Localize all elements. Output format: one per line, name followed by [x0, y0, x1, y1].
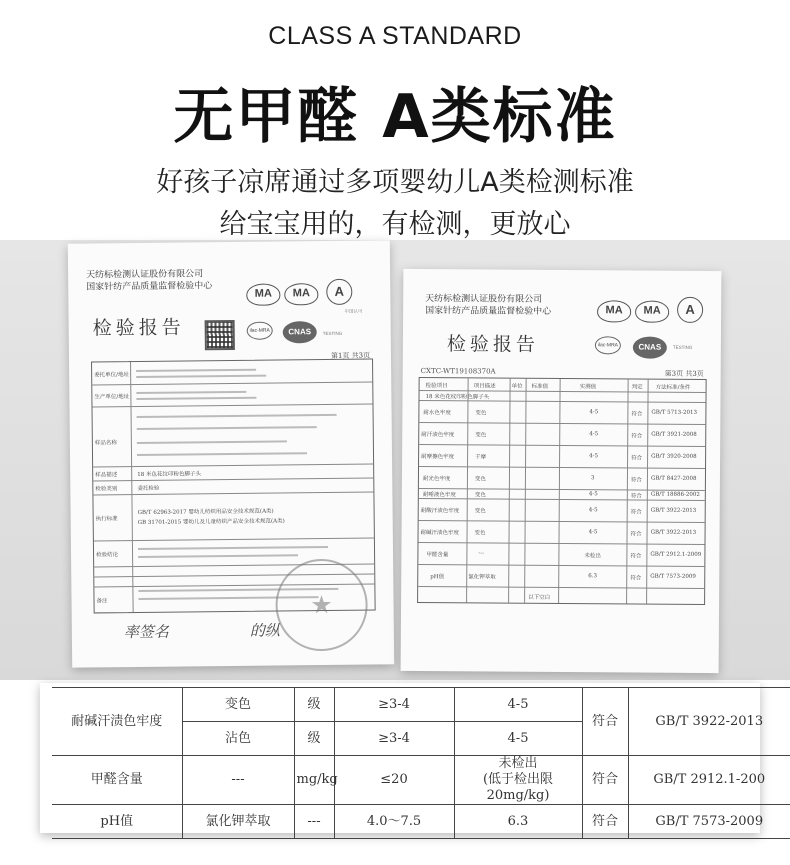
- method-cell: GB/T 7573-2009: [628, 805, 790, 839]
- item-cell: pH值: [52, 805, 182, 839]
- value-cell: 3: [590, 475, 595, 482]
- result-cell: 符合: [582, 688, 628, 756]
- unit-cell: mg/kg: [294, 756, 334, 805]
- result-cell: 符合: [631, 455, 643, 462]
- measured-cell: 4-5: [454, 688, 582, 722]
- sub-cell: ---: [478, 550, 485, 557]
- item-cell: pH值: [430, 574, 445, 581]
- value-cell: 4-5: [588, 529, 598, 536]
- item-cell: 耐水色牢度: [423, 410, 451, 417]
- cma-badge-icon: MA: [246, 283, 280, 305]
- method-cell: GB/T 7573-2009: [650, 573, 696, 580]
- test-results-table: [417, 377, 707, 605]
- item-cell: 耐酸汗渍色牢度: [420, 508, 460, 515]
- sample-desc: 18 米色花纹印粉色脚子头: [425, 394, 490, 401]
- result-cell: 符合: [630, 553, 642, 560]
- testing-label: TESTING: [672, 344, 693, 350]
- sub-cell: 氯化钾萃取: [182, 805, 294, 839]
- standard-line2: GB 31701-2015 婴幼儿及儿童纺织产品安全技术规范(A类): [137, 518, 285, 526]
- result-cell: 符合: [582, 805, 628, 839]
- ilac-logo-icon: ilac-MRA: [247, 322, 273, 340]
- cnas-logo-icon: CNAS: [633, 336, 667, 358]
- inspection-report-page3: [401, 269, 722, 673]
- unit-cell: ---: [294, 805, 334, 839]
- row-label: 备注: [96, 598, 108, 605]
- header-cell: 实测值: [579, 384, 597, 391]
- method-cell: GB/T 18886-2002: [650, 491, 700, 498]
- qr-code-icon: [205, 320, 235, 350]
- item-cell: 耐碱汗渍色牢度: [420, 530, 460, 537]
- header-cell: 判定: [631, 384, 643, 391]
- value-cell: 4-5: [589, 409, 599, 416]
- cma-badge-icon: MA: [284, 283, 318, 305]
- cal-badge-icon: A: [326, 279, 352, 305]
- report-number: CXTC-WT19108370A: [420, 367, 496, 376]
- row-label: 执行标准: [95, 516, 118, 523]
- standard-line1: GB/T 62963-2017 婴幼儿纺织用品安全技术规范(A类): [137, 508, 274, 516]
- unit-cell: 级: [294, 688, 334, 722]
- method-cell: GB/T 8427-2008: [650, 475, 697, 482]
- row-label: 生产单位/地址: [94, 394, 130, 401]
- method-cell: GB/T 2912.1-2009: [650, 551, 702, 558]
- result-cell: 符合: [630, 575, 642, 582]
- standard-cell: ≤20: [334, 756, 454, 805]
- method-cell: GB/T 3920-2008: [651, 453, 697, 460]
- sub-cell: ---: [182, 756, 294, 805]
- eyebrow-class-a-standard: CLASS A STANDARD: [268, 22, 522, 50]
- sub-cell: 变色: [474, 476, 486, 483]
- sub-cell: 变色: [474, 492, 486, 499]
- row-label: 检验结论: [96, 552, 119, 559]
- row-label: 样品描述: [95, 472, 118, 479]
- row-label: 检验类别: [95, 486, 118, 493]
- sub-cell: 变色: [475, 432, 487, 439]
- report-title: 检验报告: [92, 316, 185, 340]
- standard-cell: ≥3-4: [334, 688, 454, 722]
- report-org: [86, 268, 212, 293]
- row-label: 委托单位/地址: [94, 372, 130, 379]
- table-row: [52, 688, 790, 722]
- report-title: 检验报告: [446, 333, 539, 356]
- method-cell: GB/T 5713-2013: [651, 409, 697, 416]
- method-cell: GB/T 3921-2008: [651, 431, 697, 438]
- sub-cell: 变色: [474, 508, 486, 515]
- value-cell: 6.3: [588, 573, 598, 580]
- value-cell: 4-5: [589, 453, 598, 460]
- header-cell: 项目描述: [473, 383, 496, 390]
- item-cell: 耐摩擦色牢度: [421, 454, 455, 461]
- unit-cell: 级: [294, 722, 334, 756]
- sub-cell: 变色: [475, 410, 487, 417]
- sub-cell: 干摩: [475, 454, 487, 461]
- sub-cell: 沾色: [182, 722, 294, 756]
- result-cell: 符合: [630, 477, 642, 484]
- header-cell: 检验项目: [425, 383, 448, 390]
- measured-cell: 4-5: [454, 722, 582, 756]
- item-cell: 耐汗渍色牢度: [421, 432, 455, 439]
- method-cell: GB/T 3922-2013: [650, 507, 697, 514]
- table-row: [52, 756, 790, 805]
- zoomed-results-table: [52, 687, 790, 839]
- item-cell: 耐光色牢度: [422, 476, 451, 483]
- badge-caption: 中国认可: [344, 308, 363, 314]
- official-stamp-icon: [275, 559, 368, 652]
- org-line1: 天纺标检测认证股份有限公司: [425, 294, 543, 305]
- measured-line2: (低于检出限20mg/kg): [482, 772, 554, 803]
- report-photo: [0, 240, 790, 680]
- signature-reviewer: 的纵: [249, 621, 280, 640]
- header-cell: 单位: [511, 383, 523, 390]
- measured-cell: 6.3: [454, 805, 582, 839]
- row-label: 样品名称: [94, 440, 117, 447]
- table-row: [52, 805, 790, 839]
- item-cell: 甲醛含量: [426, 552, 449, 559]
- method-cell: GB/T 3922-2013: [650, 529, 697, 536]
- page-label: 第3页 共3页: [664, 369, 704, 378]
- org-line1: 天纺标检测认证股份有限公司: [86, 269, 204, 281]
- result-cell: 符合: [630, 531, 642, 538]
- item-cell: 耐碱汗渍色牢度: [52, 688, 182, 756]
- sub-cell: 变色: [474, 530, 486, 537]
- cma-badge-icon: MA: [635, 301, 669, 323]
- check-type: 委托检验: [137, 485, 160, 492]
- value-cell: 未检出: [584, 553, 601, 560]
- result-cell: 符合: [630, 509, 642, 516]
- cnas-logo-icon: CNAS: [283, 321, 317, 343]
- result-cell: 符合: [630, 493, 642, 500]
- ilac-logo-icon: ilac-MRA: [595, 336, 621, 354]
- org-line2: 国家针纺产品质量监督检验中心: [86, 281, 213, 293]
- header-cell: 标准值: [531, 383, 549, 390]
- page-label: 第1页 共3页: [330, 351, 371, 360]
- header-cell: 方法标准/条件: [655, 384, 691, 391]
- method-cell: GB/T 2912.1-200: [628, 756, 790, 805]
- standard-cell: 4.0～7.5: [334, 805, 454, 839]
- blank-below-label: 以下空白: [528, 594, 551, 601]
- signature-approver: 率签名: [123, 622, 169, 642]
- item-cell: 耐唾液色牢度: [422, 492, 456, 499]
- report-org: [425, 293, 551, 318]
- cma-badge-icon: MA: [597, 300, 631, 322]
- value-cell: 4-5: [588, 491, 598, 498]
- sample-desc: 18 米色花纹印粉色脚子头: [137, 471, 201, 478]
- sub-cell: 氯化钾萃取: [468, 574, 496, 581]
- measured-cell: [454, 756, 582, 805]
- result-cell: 符合: [631, 433, 643, 440]
- measured-line1: 未检出: [498, 756, 538, 771]
- result-cell: 符合: [631, 411, 643, 418]
- headline: 无甲醛 A类标准: [173, 82, 617, 152]
- value-cell: 4-5: [588, 507, 598, 514]
- testing-label: TESTING: [322, 330, 343, 337]
- subline-certified: 好孩子凉席通过多项婴幼儿A类检测标准: [156, 167, 634, 198]
- result-cell: 符合: [582, 756, 628, 805]
- value-cell: 4-5: [589, 431, 599, 438]
- zoomed-results-panel: [40, 683, 766, 833]
- org-line2: 国家针纺产品质量监督检验中心: [425, 306, 552, 317]
- standard-cell: ≥3-4: [334, 722, 454, 756]
- inspection-report-page1: [68, 240, 394, 667]
- sub-cell: 变色: [182, 688, 294, 722]
- method-cell: GB/T 3922-2013: [628, 688, 790, 756]
- subline-reassure: 给宝宝用的，有检测，更放心: [219, 209, 571, 240]
- cal-badge-icon: A: [677, 297, 703, 323]
- item-cell: 甲醛含量: [52, 756, 182, 805]
